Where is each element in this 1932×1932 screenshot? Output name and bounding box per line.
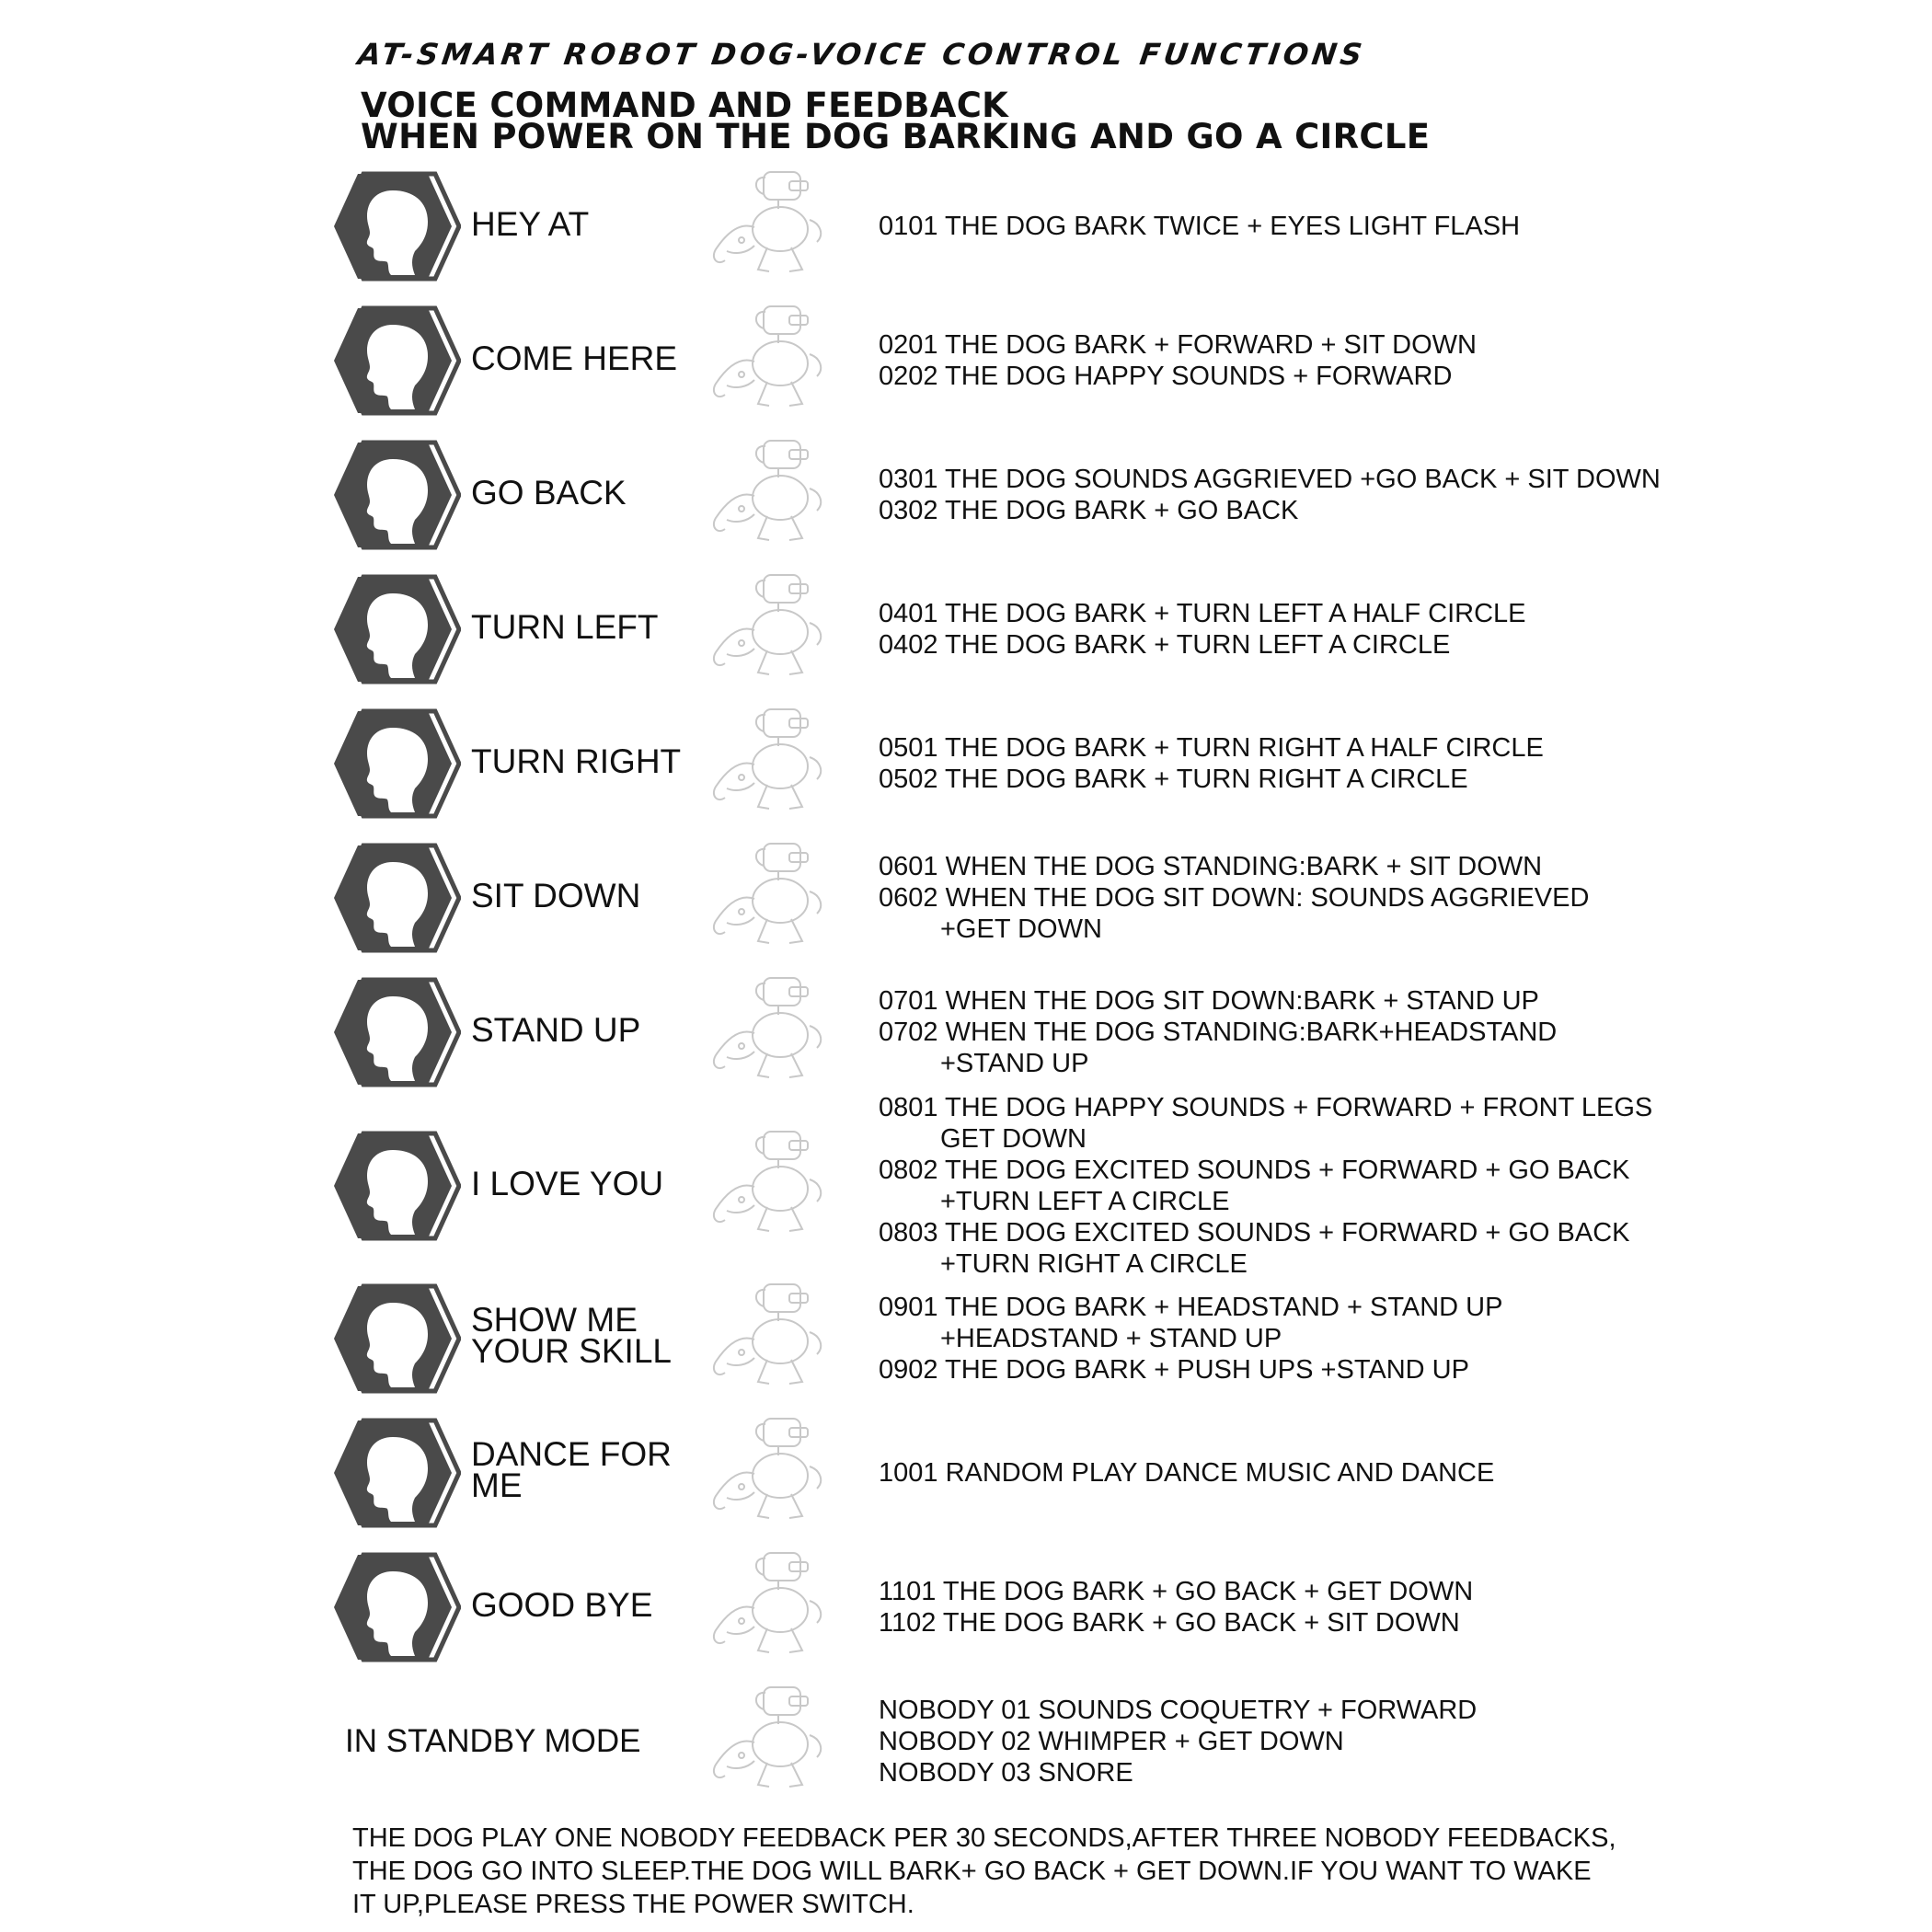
feedback-line: 0701 WHEN THE DOG SIT DOWN:BARK + STAND UP [879,986,1539,1016]
command-row [0,1551,1932,1662]
feedback-line: 0101 THE DOG BARK TWICE + EYES LIGHT FLASH [879,212,1521,241]
dog-sketch-icon [699,569,846,685]
feedback-line: GET DOWN [940,1124,1087,1154]
feedback-line: 0502 THE DOG BARK + TURN RIGHT A CIRCLE [879,765,1468,794]
dog-sketch-icon [699,1547,846,1663]
feedback-line: 0202 THE DOG HAPPY SOUNDS + FORWARD [879,362,1453,391]
feedback-line: 0702 WHEN THE DOG STANDING:BARK+HEADSTAND [879,1018,1558,1047]
feedback-line: 0902 THE DOG BARK + PUSH UPS +STAND UP [879,1355,1469,1385]
command-row [0,170,1932,281]
command-row [0,1417,1932,1527]
feedback-text [879,1292,1707,1386]
command-label: HEY AT [471,205,590,243]
head-silhouette-icon [327,573,461,685]
feedback-text [879,985,1707,1079]
command-label: TURN LEFT [471,608,659,646]
feedback-line: 0802 THE DOG EXCITED SOUNDS + FORWARD + GO BACK [879,1156,1630,1185]
feedback-line: 0402 THE DOG BARK + TURN LEFT A CIRCLE [879,630,1451,660]
head-silhouette-icon [327,1130,461,1242]
feedback-line: 0201 THE DOG BARK + FORWARD + SIT DOWN [879,330,1477,360]
command-row [0,573,1932,684]
head-silhouette-icon [327,842,461,954]
head-silhouette-icon [327,305,461,417]
head-silhouette-icon [327,439,461,551]
command-label: TURN RIGHT [471,742,682,780]
head-silhouette-icon [327,976,461,1088]
command-row [0,1093,1932,1279]
feedback-line: 0803 THE DOG EXCITED SOUNDS + FORWARD + GO BACK [879,1218,1630,1248]
feedback-line: 0302 THE DOG BARK + GO BACK [879,496,1299,525]
feedback-text [879,732,1707,795]
footer-line: THE DOG PLAY ONE NOBODY FEEDBACK PER 30 SECONDS,AFTER THREE NOBODY FEEDBACKS, [352,1823,1616,1853]
feedback-line: 0301 THE DOG SOUNDS AGGRIEVED +GO BACK + SIT DOWN [879,465,1661,494]
command-label: SIT DOWN [471,877,641,914]
feedback-line: 1101 THE DOG BARK + GO BACK + GET DOWN [879,1577,1474,1606]
feedback-text [879,211,1707,242]
feedback-line: 0901 THE DOG BARK + HEADSTAND + STAND UP [879,1293,1503,1322]
command-label: GOOD BYE [471,1586,653,1624]
feedback-line: 0401 THE DOG BARK + TURN LEFT A HALF CIRCLE [879,599,1526,628]
feedback-line: 0501 THE DOG BARK + TURN RIGHT A HALF CIRCLE [879,733,1544,763]
standby-row [0,1685,1932,1796]
command-label: DANCE FOR ME [471,1435,672,1504]
dog-sketch-icon [699,1126,846,1242]
feedback-line: 0601 WHEN THE DOG STANDING:BARK + SIT DOWN [879,852,1543,881]
dog-sketch-icon [699,1279,846,1395]
command-label: SHOW ME YOUR SKILL [471,1301,672,1370]
dog-sketch-icon [699,704,846,820]
dog-sketch-icon [699,435,846,551]
feedback-line: +TURN LEFT A CIRCLE [940,1187,1230,1216]
command-label: COME HERE [471,339,678,377]
feedback-text [879,464,1707,526]
feedback-text [879,851,1707,945]
command-row [0,305,1932,415]
head-silhouette-icon [327,1417,461,1529]
feedback-text [879,1092,1707,1280]
feedback-text [879,1457,1707,1489]
feedback-line: +TURN RIGHT A CIRCLE [940,1249,1248,1279]
feedback-line: 1001 RANDOM PLAY DANCE MUSIC AND DANCE [879,1458,1495,1488]
feedback-line: NOBODY 02 WHIMPER + GET DOWN [879,1727,1344,1756]
feedback-line: +GET DOWN [940,914,1102,944]
head-silhouette-icon [327,1282,461,1395]
dog-sketch-icon [699,1413,846,1529]
dog-sketch-icon [699,972,846,1088]
head-silhouette-icon [327,170,461,282]
standby-label: IN STANDBY MODE [345,1723,641,1759]
feedback-text [879,1576,1707,1639]
brand-title: AT-SMART ROBOT DOG-VOICE CONTROL FUNCTIONS [355,37,1368,72]
feedback-line: 0602 WHEN THE DOG SIT DOWN: SOUNDS AGGRIEVED [879,883,1590,913]
feedback-line: 1102 THE DOG BARK + GO BACK + SIT DOWN [879,1608,1460,1638]
footer-note [352,1822,1659,1921]
feedback-line: +HEADSTAND + STAND UP [940,1324,1282,1353]
footer-line: IT UP,PLEASE PRESS THE POWER SWITCH. [352,1890,914,1919]
dog-sketch-icon [699,301,846,417]
footer-line: THE DOG GO INTO SLEEP.THE DOG WILL BARK+ GO BACK + GET DOWN.IF YOU WANT TO WAKE [352,1857,1592,1886]
dog-sketch-icon [699,167,846,282]
command-label: GO BACK [471,474,627,512]
feedback-line: +STAND UP [940,1049,1089,1078]
heading-line-2: WHEN POWER ON THE DOG BARKING AND GO A CIRCLE [361,117,1431,156]
feedback-line: NOBODY 03 SNORE [879,1758,1133,1788]
head-silhouette-icon [327,1551,461,1663]
head-silhouette-icon [327,707,461,820]
standby-feedback [879,1695,1707,1788]
command-label: I LOVE YOU [471,1165,664,1202]
command-row [0,707,1932,818]
feedback-text [879,329,1707,392]
command-row [0,842,1932,952]
dog-sketch-icon [699,838,846,954]
command-row [0,439,1932,549]
dog-sketch-icon [699,1682,846,1798]
feedback-line: NOBODY 01 SOUNDS COQUETRY + FORWARD [879,1696,1478,1725]
command-label: STAND UP [471,1011,641,1049]
command-row [0,1282,1932,1393]
feedback-text [879,598,1707,661]
feedback-line: 0801 THE DOG HAPPY SOUNDS + FORWARD + FRONT LEGS [879,1093,1653,1122]
command-row [0,976,1932,1087]
heading-line-1: VOICE COMMAND AND FEEDBACK [361,86,1009,125]
